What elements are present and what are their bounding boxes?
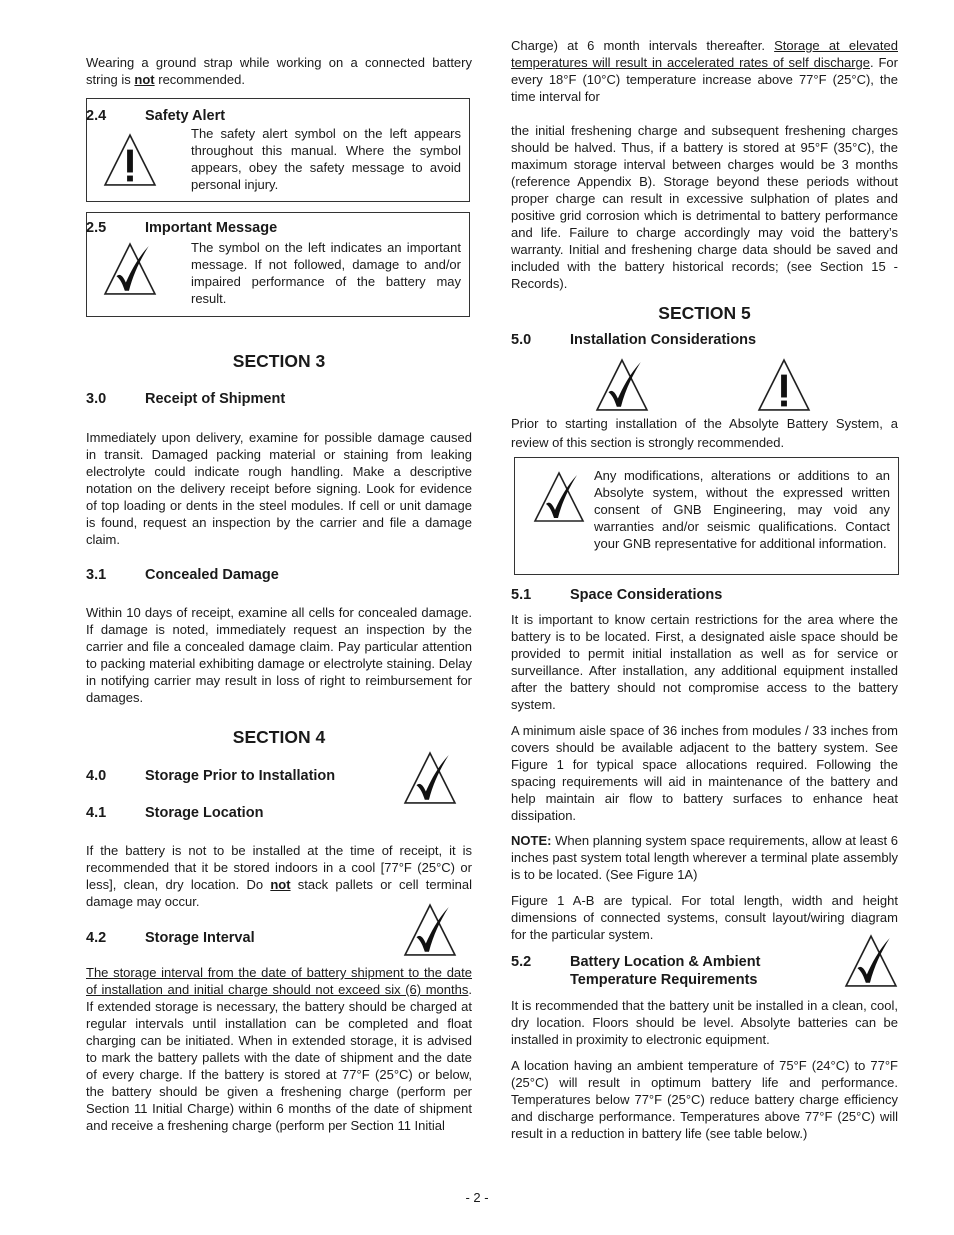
important-message-box	[86, 212, 470, 317]
exclamation-triangle-icon	[757, 358, 811, 412]
checkmark-triangle-icon	[403, 903, 457, 957]
section-2-5-heading: 2.5 Important Message	[86, 220, 278, 236]
space-considerations-text: It is important to know certain restrictions for the area where the battery is to be located. First, a designated aisle space should be provided to permit initial installation as well as for service or surveillance. After installation, any additional equipment installed after the battery should not compromise access to the battery system.	[511, 612, 898, 712]
modifications-warning-text: Any modifications, alterations or additions to an Absolyte system, without the expressed written consent of GNB Engineering, may void any warranties and/or seismic qualifications. Contact your GNB representative for additional information.	[594, 468, 890, 551]
section-5-title: SECTION 5	[658, 303, 751, 323]
modifications-warning-box	[514, 457, 899, 575]
checkmark-triangle-icon	[595, 358, 649, 412]
aisle-space-text: A minimum aisle space of 36 inches from modules / 33 inches from covers should be available adjacent to the battery system. See Figure 1 for typical space allocations required. Following the spacing requirements will aid in maintenance of the battery and help maintain air flow to battery surfaces to enhance heat dissipation.	[511, 723, 898, 823]
receipt-of-shipment-text: Immediately upon delivery, examine for possible damage caused in transit. Damaged packing material or staining from leaking electrolyte could indicate rough handling. Make a descriptive notation on the delivery receipt before signing. Look for evidence of top loading or dents in the steel modules. If cell or unit damage is found, request an inspection by the carrier and file a damage claim.	[86, 430, 472, 547]
section-2-4-heading: 2.4 Safety Alert	[86, 108, 226, 124]
storage-location-text: If the battery is not to be installed at the time of receipt, it is recommended that it be stored indoors in a cool [77°F (25°C) or less], clean, dry location. Do not stack pallets or cell terminal damage may occur.	[86, 843, 472, 909]
section-4-0-heading: 4.0 Storage Prior to Installation	[86, 768, 336, 784]
section-5-0-heading: 5.0 Installation Considerations	[511, 332, 757, 348]
section-3-0-heading: 3.0 Receipt of Shipment	[86, 391, 286, 407]
storage-interval-text: The storage interval from the date of battery shipment to the date of installation and initial charge should not exceed six (6) months. If extended storage is necessary, the battery should be charged at regular intervals until installation can be completed and float charging can be initiated. When in extended storage, it is advised to mark the battery pallets with the date of shipment and the date of every charge. If the battery is stored at 77°F (25°C) or below, the battery should be given a freshening charge (perform per Section 11 Initial Charge) within 6 months of the date of shipment and receive a freshening charge (perform per Section 11 Initial	[86, 965, 472, 1133]
exclamation-triangle-icon	[103, 133, 157, 187]
checkmark-triangle-icon	[533, 471, 585, 523]
checkmark-triangle-icon	[403, 751, 457, 805]
figure-reference-text: Figure 1 A-B are typical. For total length, width and height dimensions of connected systems, consult layout/wiring diagram for the particular system.	[511, 893, 898, 942]
battery-location-text: It is recommended that the battery unit be installed in a clean, cool, dry location. Floors should be level. Absolyte batteries can be installed in proximity to electronic equipment.	[511, 998, 898, 1047]
checkmark-triangle-icon	[844, 934, 898, 988]
section-4-title: SECTION 4	[232, 727, 326, 747]
concealed-damage-text: Within 10 days of receipt, examine all cells for concealed damage. If damage is noted, immediately request an inspection by the carrier and file a concealed damage claim. Pay particular attention to packing material exhibiting damage or electrolyte staining. Delay in notifying carrier may result in loss of right to reimbursement for damages.	[86, 605, 472, 705]
section-5-2-heading: 5.2 Battery Location & Ambient Temperature Requirements	[511, 954, 761, 988]
safety-alert-text: The safety alert symbol on the left appears throughout this manual. Where the symbol appears, obey the safety message to avoid personal injury.	[191, 126, 461, 192]
section-4-1-heading: 4.1 Storage Location	[86, 805, 264, 821]
section-3-1-heading: 3.1 Concealed Damage	[86, 567, 279, 583]
important-message-text: The symbol on the left indicates an important message. If not followed, damage to and/or impaired performance of the battery may result.	[191, 240, 461, 306]
section-4-2-heading: 4.2 Storage Interval	[86, 930, 255, 946]
section-3-title: SECTION 3	[232, 351, 326, 371]
page-number: - 2 -	[465, 1190, 489, 1205]
freshening-charge-text: the initial freshening charge and subsequent freshening charges should be halved. Thus, if a battery is stored at 95°F (35°C), the maximum storage interval between charges would be 3 months (reference Appendix B). Storage beyond these periods without proper charge can result in excessive sulphation of plates and positive grid corrosion which is detrimental to battery performance and life. Failure to charge accordingly may void the battery’s warranty. Initial and freshening charge data should be saved and included with the battery historical records; (see Section 15 - Records).	[511, 123, 898, 291]
checkmark-triangle-icon	[103, 242, 157, 296]
installation-intro-text: Prior to starting installation of the Absolyte Battery System, a review of this section is strongly recommended.	[511, 416, 898, 450]
note-text: NOTE: When planning system space requirements, allow at least 6 inches past system total length wherever a terminal plate assembly is to be located. (See Figure 1A)	[511, 833, 898, 882]
storage-interval-continued: Charge) at 6 month intervals thereafter. Storage at elevated temperatures will result in accelerated rates of self discharge. For every 18°F (10°C) temperature increase above 77°F (25°C), the time interval for	[511, 38, 898, 104]
section-5-1-heading: 5.1 Space Considerations	[511, 587, 723, 603]
ambient-temperature-text: A location having an ambient temperature of 75°F (24°C) to 77°F (25°C) will result in optimum battery life and performance. Temperatures below 77°F (25°C) reduce battery charge efficiency and discharge performance. Temperatures above 77°F (25°C) will result in a reduction in battery life (see table below.)	[511, 1058, 898, 1141]
safety-alert-box	[86, 98, 470, 202]
intro-paragraph: Wearing a ground strap while working on a connected battery string is not recommended.	[86, 55, 472, 87]
